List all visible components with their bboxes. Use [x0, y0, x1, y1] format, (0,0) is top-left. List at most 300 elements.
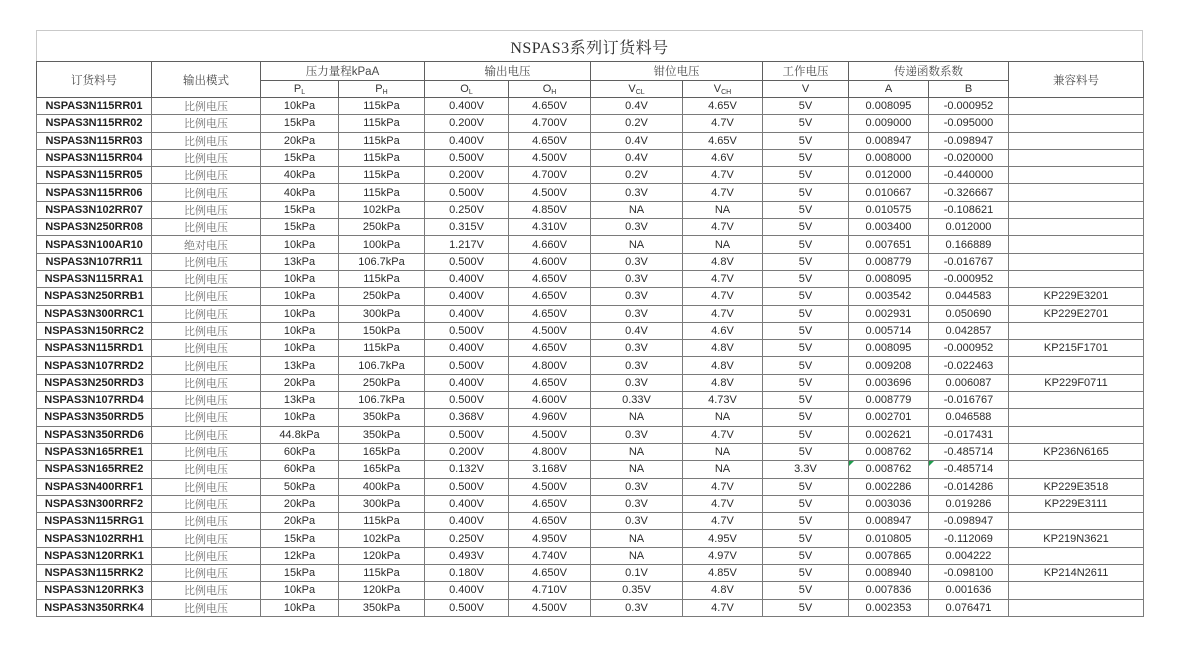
col-header-oh	[509, 81, 591, 98]
cell-pl: 12kPa	[261, 547, 339, 564]
cell-coeff-b: -0.022463	[929, 357, 1009, 374]
cell-ph: 115kPa	[339, 149, 425, 166]
cell-part-number: NSPAS3N150RRC2	[37, 322, 152, 339]
cell-output-mode: 比例电压	[152, 478, 261, 495]
cell-vcl: 0.3V	[591, 288, 683, 305]
cell-ph: 250kPa	[339, 288, 425, 305]
cell-vch: 4.7V	[683, 115, 763, 132]
cell-vch: NA	[683, 461, 763, 478]
cell-coeff-a: 0.002286	[849, 478, 929, 495]
cell-coeff-a: 0.010805	[849, 530, 929, 547]
cell-coeff-b: 0.019286	[929, 495, 1009, 512]
cell-output-mode: 比例电压	[152, 513, 261, 530]
cell-coeff-b: 0.006087	[929, 374, 1009, 391]
cell-vch: 4.7V	[683, 305, 763, 322]
cell-v: 5V	[763, 201, 849, 218]
cell-coeff-a: 0.008095	[849, 98, 929, 115]
cell-oh: 4.600V	[509, 253, 591, 270]
cell-vcl: 0.3V	[591, 253, 683, 270]
cell-coeff-b: 0.001636	[929, 582, 1009, 599]
cell-oh: 4.500V	[509, 149, 591, 166]
cell-coeff-b: 0.004222	[929, 547, 1009, 564]
cell-oh: 4.650V	[509, 270, 591, 287]
cell-coeff-a: 0.008947	[849, 513, 929, 530]
cell-output-mode: 比例电压	[152, 357, 261, 374]
cell-vch: 4.65V	[683, 98, 763, 115]
table-row	[37, 270, 1144, 287]
cell-ol: 0.400V	[425, 98, 509, 115]
cell-pl: 10kPa	[261, 409, 339, 426]
cell-coeff-a: 0.008762	[849, 461, 929, 478]
col-header-vch	[683, 81, 763, 98]
ordering-table-sheet	[36, 30, 1143, 617]
cell-ph: 115kPa	[339, 565, 425, 582]
cell-ph: 350kPa	[339, 426, 425, 443]
cell-ol: 0.400V	[425, 288, 509, 305]
cell-coeff-b: 0.012000	[929, 219, 1009, 236]
cell-coeff-a: 0.009208	[849, 357, 929, 374]
cell-ph: 300kPa	[339, 305, 425, 322]
cell-part-number: NSPAS3N115RR02	[37, 115, 152, 132]
cell-pl: 50kPa	[261, 478, 339, 495]
cell-vch: NA	[683, 443, 763, 460]
cell-part-number: NSPAS3N165RRE1	[37, 443, 152, 460]
cell-coeff-a: 0.002353	[849, 599, 929, 616]
cell-part-number: NSPAS3N250RRB1	[37, 288, 152, 305]
cell-part-number: NSPAS3N115RRK2	[37, 565, 152, 582]
cell-part-number: NSPAS3N100AR10	[37, 236, 152, 253]
cell-part-number: NSPAS3N120RRK1	[37, 547, 152, 564]
cell-oh: 3.168V	[509, 461, 591, 478]
cell-pl: 13kPa	[261, 253, 339, 270]
cell-compatible-part	[1009, 253, 1144, 270]
cell-v: 5V	[763, 236, 849, 253]
cell-ol: 0.500V	[425, 184, 509, 201]
cell-coeff-b: 0.166889	[929, 236, 1009, 253]
cell-output-mode: 比例电压	[152, 115, 261, 132]
cell-part-number: NSPAS3N250RR08	[37, 219, 152, 236]
table-row	[37, 98, 1144, 115]
cell-output-mode: 比例电压	[152, 305, 261, 322]
ph-subscript: H	[382, 89, 388, 96]
cell-part-number: NSPAS3N300RRC1	[37, 305, 152, 322]
cell-coeff-b: -0.485714	[929, 461, 1009, 478]
cell-vcl: 0.2V	[591, 167, 683, 184]
table-row	[37, 253, 1144, 270]
cell-pl: 10kPa	[261, 288, 339, 305]
cell-vch: 4.7V	[683, 426, 763, 443]
header-group-row	[37, 62, 1144, 81]
table-row	[37, 530, 1144, 547]
cell-coeff-b: -0.000952	[929, 98, 1009, 115]
cell-vch: 4.95V	[683, 530, 763, 547]
cell-output-mode: 比例电压	[152, 599, 261, 616]
cell-output-mode: 比例电压	[152, 443, 261, 460]
cell-oh: 4.650V	[509, 98, 591, 115]
col-group-transfer-coefficients: 传递函数系数	[849, 62, 1009, 81]
cell-ol: 0.400V	[425, 495, 509, 512]
cell-vcl: NA	[591, 461, 683, 478]
cell-oh: 4.500V	[509, 426, 591, 443]
cell-part-number: NSPAS3N165RRE2	[37, 461, 152, 478]
cell-oh: 4.850V	[509, 201, 591, 218]
cell-vch: 4.8V	[683, 357, 763, 374]
cell-oh: 4.700V	[509, 115, 591, 132]
cell-v: 5V	[763, 478, 849, 495]
cell-output-mode: 比例电压	[152, 582, 261, 599]
cell-ph: 106.7kPa	[339, 253, 425, 270]
cell-pl: 10kPa	[261, 340, 339, 357]
cell-part-number: NSPAS3N300RRF2	[37, 495, 152, 512]
table-row	[37, 305, 1144, 322]
cell-coeff-a: 0.008095	[849, 340, 929, 357]
cell-pl: 15kPa	[261, 149, 339, 166]
oh-base: O	[542, 83, 552, 95]
col-header-output-mode: 输出模式	[152, 62, 261, 98]
cell-output-mode: 比例电压	[152, 322, 261, 339]
cell-coeff-a: 0.012000	[849, 167, 929, 184]
cell-output-mode: 比例电压	[152, 201, 261, 218]
cell-coeff-b: 0.044583	[929, 288, 1009, 305]
cell-v: 5V	[763, 547, 849, 564]
cell-coeff-b: -0.016767	[929, 253, 1009, 270]
cell-part-number: NSPAS3N115RRG1	[37, 513, 152, 530]
cell-output-mode: 比例电压	[152, 167, 261, 184]
cell-v: 5V	[763, 305, 849, 322]
cell-ol: 0.315V	[425, 219, 509, 236]
cell-output-mode: 比例电压	[152, 270, 261, 287]
cell-coeff-b: -0.098100	[929, 565, 1009, 582]
table-row	[37, 357, 1144, 374]
table-row	[37, 409, 1144, 426]
vch-subscript: CH	[721, 89, 732, 96]
cell-ol: 0.400V	[425, 270, 509, 287]
cell-part-number: NSPAS3N107RRD4	[37, 392, 152, 409]
cell-ph: 115kPa	[339, 270, 425, 287]
cell-coeff-b: 0.042857	[929, 322, 1009, 339]
cell-coeff-b: -0.014286	[929, 478, 1009, 495]
cell-ol: 0.500V	[425, 253, 509, 270]
cell-v: 5V	[763, 565, 849, 582]
cell-oh: 4.700V	[509, 167, 591, 184]
cell-compatible-part: KP229E3518	[1009, 478, 1144, 495]
table-row	[37, 184, 1144, 201]
cell-ph: 120kPa	[339, 547, 425, 564]
cell-ol: 0.400V	[425, 374, 509, 391]
cell-v: 5V	[763, 340, 849, 357]
cell-part-number: NSPAS3N115RRA1	[37, 270, 152, 287]
cell-part-number: NSPAS3N115RR01	[37, 98, 152, 115]
col-header-ph	[339, 81, 425, 98]
cell-ph: 150kPa	[339, 322, 425, 339]
cell-compatible-part	[1009, 132, 1144, 149]
cell-compatible-part: KP229E3111	[1009, 495, 1144, 512]
cell-coeff-a: 0.009000	[849, 115, 929, 132]
table-row	[37, 547, 1144, 564]
col-group-clamp-voltage: 钳位电压	[591, 62, 763, 81]
cell-ph: 115kPa	[339, 98, 425, 115]
cell-vcl: 0.3V	[591, 599, 683, 616]
cell-ph: 350kPa	[339, 599, 425, 616]
cell-vcl: 0.4V	[591, 322, 683, 339]
cell-ol: 0.500V	[425, 599, 509, 616]
cell-output-mode: 绝对电压	[152, 236, 261, 253]
cell-ol: 0.200V	[425, 115, 509, 132]
cell-pl: 10kPa	[261, 305, 339, 322]
cell-ph: 115kPa	[339, 184, 425, 201]
excel-error-indicator-icon	[849, 461, 854, 466]
cell-ol: 1.217V	[425, 236, 509, 253]
cell-ph: 165kPa	[339, 461, 425, 478]
cell-compatible-part	[1009, 149, 1144, 166]
cell-coeff-b: -0.095000	[929, 115, 1009, 132]
cell-part-number: NSPAS3N250RRD3	[37, 374, 152, 391]
cell-oh: 4.650V	[509, 513, 591, 530]
cell-oh: 4.650V	[509, 340, 591, 357]
cell-pl: 15kPa	[261, 565, 339, 582]
cell-vcl: 0.2V	[591, 115, 683, 132]
cell-v: 5V	[763, 270, 849, 287]
cell-ol: 0.500V	[425, 357, 509, 374]
cell-v: 5V	[763, 115, 849, 132]
cell-coeff-a: 0.008940	[849, 565, 929, 582]
cell-pl: 13kPa	[261, 357, 339, 374]
cell-ol: 0.500V	[425, 149, 509, 166]
cell-pl: 20kPa	[261, 132, 339, 149]
cell-coeff-a: 0.010575	[849, 201, 929, 218]
vcl-subscript: CL	[635, 89, 645, 96]
cell-ph: 106.7kPa	[339, 357, 425, 374]
cell-coeff-a: 0.003542	[849, 288, 929, 305]
cell-ph: 250kPa	[339, 374, 425, 391]
cell-output-mode: 比例电压	[152, 149, 261, 166]
cell-oh: 4.600V	[509, 392, 591, 409]
ordering-table	[36, 61, 1144, 617]
cell-pl: 40kPa	[261, 167, 339, 184]
table-row	[37, 288, 1144, 305]
table-row	[37, 426, 1144, 443]
cell-output-mode: 比例电压	[152, 184, 261, 201]
cell-coeff-a: 0.003036	[849, 495, 929, 512]
cell-vch: NA	[683, 409, 763, 426]
cell-ol: 0.400V	[425, 513, 509, 530]
cell-vch: 4.7V	[683, 184, 763, 201]
table-row	[37, 340, 1144, 357]
cell-pl: 20kPa	[261, 513, 339, 530]
cell-ph: 115kPa	[339, 167, 425, 184]
cell-part-number: NSPAS3N350RRD6	[37, 426, 152, 443]
cell-oh: 4.650V	[509, 374, 591, 391]
cell-oh: 4.650V	[509, 288, 591, 305]
table-row	[37, 513, 1144, 530]
cell-compatible-part	[1009, 547, 1144, 564]
col-header-coeff-b: B	[929, 81, 1009, 98]
cell-pl: 10kPa	[261, 98, 339, 115]
cell-output-mode: 比例电压	[152, 409, 261, 426]
cell-ol: 0.368V	[425, 409, 509, 426]
cell-v: 5V	[763, 98, 849, 115]
cell-vcl: NA	[591, 409, 683, 426]
table-row	[37, 236, 1144, 253]
cell-ol: 0.500V	[425, 426, 509, 443]
cell-v: 5V	[763, 322, 849, 339]
cell-compatible-part	[1009, 409, 1144, 426]
cell-compatible-part: KP219N3621	[1009, 530, 1144, 547]
cell-output-mode: 比例电压	[152, 565, 261, 582]
cell-coeff-b: 0.046588	[929, 409, 1009, 426]
cell-part-number: NSPAS3N115RR06	[37, 184, 152, 201]
cell-compatible-part	[1009, 426, 1144, 443]
cell-output-mode: 比例电压	[152, 98, 261, 115]
cell-vch: 4.97V	[683, 547, 763, 564]
cell-oh: 4.710V	[509, 582, 591, 599]
cell-compatible-part: KP229F0711	[1009, 374, 1144, 391]
cell-compatible-part	[1009, 357, 1144, 374]
cell-v: 5V	[763, 443, 849, 460]
cell-vch: 4.7V	[683, 167, 763, 184]
cell-output-mode: 比例电压	[152, 253, 261, 270]
cell-coeff-b: -0.108621	[929, 201, 1009, 218]
table-row	[37, 599, 1144, 616]
pl-base: P	[293, 83, 302, 95]
cell-output-mode: 比例电压	[152, 288, 261, 305]
cell-v: 5V	[763, 530, 849, 547]
cell-oh: 4.660V	[509, 236, 591, 253]
cell-ol: 0.180V	[425, 565, 509, 582]
cell-vch: NA	[683, 201, 763, 218]
cell-coeff-b: -0.000952	[929, 340, 1009, 357]
cell-vcl: 0.3V	[591, 340, 683, 357]
cell-vcl: 0.3V	[591, 270, 683, 287]
table-row	[37, 478, 1144, 495]
cell-vcl: 0.4V	[591, 132, 683, 149]
cell-coeff-b: -0.098947	[929, 132, 1009, 149]
cell-output-mode: 比例电压	[152, 374, 261, 391]
cell-v: 5V	[763, 426, 849, 443]
cell-compatible-part	[1009, 98, 1144, 115]
table-body	[37, 98, 1144, 617]
cell-part-number: NSPAS3N120RRK3	[37, 582, 152, 599]
cell-v: 5V	[763, 167, 849, 184]
cell-coeff-b: -0.000952	[929, 270, 1009, 287]
cell-compatible-part: KP236N6165	[1009, 443, 1144, 460]
table-title-box	[36, 30, 1143, 61]
cell-coeff-a: 0.002701	[849, 409, 929, 426]
cell-vcl: 0.3V	[591, 513, 683, 530]
cell-coeff-b: -0.112069	[929, 530, 1009, 547]
cell-vch: 4.7V	[683, 599, 763, 616]
cell-compatible-part	[1009, 201, 1144, 218]
cell-pl: 44.8kPa	[261, 426, 339, 443]
cell-part-number: NSPAS3N115RRD1	[37, 340, 152, 357]
cell-v: 5V	[763, 149, 849, 166]
cell-output-mode: 比例电压	[152, 530, 261, 547]
cell-oh: 4.500V	[509, 322, 591, 339]
cell-compatible-part	[1009, 582, 1144, 599]
cell-vch: 4.7V	[683, 513, 763, 530]
cell-vch: 4.65V	[683, 132, 763, 149]
page-title: NSPAS3系列订货料号	[510, 39, 669, 57]
cell-oh: 4.800V	[509, 357, 591, 374]
cell-coeff-a: 0.010667	[849, 184, 929, 201]
cell-ph: 300kPa	[339, 495, 425, 512]
cell-pl: 15kPa	[261, 530, 339, 547]
cell-v: 5V	[763, 513, 849, 530]
cell-compatible-part	[1009, 322, 1144, 339]
cell-vcl: 0.33V	[591, 392, 683, 409]
cell-ph: 350kPa	[339, 409, 425, 426]
cell-pl: 20kPa	[261, 495, 339, 512]
cell-ph: 165kPa	[339, 443, 425, 460]
cell-vcl: 0.4V	[591, 149, 683, 166]
cell-pl: 10kPa	[261, 270, 339, 287]
cell-vcl: 0.3V	[591, 478, 683, 495]
cell-coeff-b: -0.017431	[929, 426, 1009, 443]
cell-vch: 4.85V	[683, 565, 763, 582]
cell-vcl: 0.1V	[591, 565, 683, 582]
cell-coeff-a: 0.008095	[849, 270, 929, 287]
cell-pl: 60kPa	[261, 461, 339, 478]
cell-coeff-b: -0.098947	[929, 513, 1009, 530]
table-row	[37, 582, 1144, 599]
col-header-pl	[261, 81, 339, 98]
cell-coeff-b: -0.020000	[929, 149, 1009, 166]
cell-coeff-b: -0.016767	[929, 392, 1009, 409]
cell-part-number: NSPAS3N400RRF1	[37, 478, 152, 495]
table-row	[37, 565, 1144, 582]
cell-coeff-a: 0.002931	[849, 305, 929, 322]
cell-ol: 0.250V	[425, 201, 509, 218]
cell-ol: 0.250V	[425, 530, 509, 547]
cell-output-mode: 比例电压	[152, 426, 261, 443]
cell-vch: 4.7V	[683, 495, 763, 512]
table-row	[37, 461, 1144, 478]
cell-compatible-part	[1009, 219, 1144, 236]
cell-oh: 4.500V	[509, 599, 591, 616]
cell-ol: 0.132V	[425, 461, 509, 478]
cell-part-number: NSPAS3N107RR11	[37, 253, 152, 270]
cell-vcl: 0.3V	[591, 426, 683, 443]
cell-oh: 4.650V	[509, 132, 591, 149]
cell-ol: 0.200V	[425, 443, 509, 460]
cell-coeff-a: 0.007651	[849, 236, 929, 253]
cell-oh: 4.960V	[509, 409, 591, 426]
cell-ol: 0.500V	[425, 392, 509, 409]
cell-vch: NA	[683, 236, 763, 253]
table-row	[37, 392, 1144, 409]
cell-vcl: 0.3V	[591, 184, 683, 201]
cell-v: 3.3V	[763, 461, 849, 478]
cell-ph: 102kPa	[339, 201, 425, 218]
cell-part-number: NSPAS3N350RRD5	[37, 409, 152, 426]
cell-output-mode: 比例电压	[152, 340, 261, 357]
cell-part-number: NSPAS3N115RR03	[37, 132, 152, 149]
cell-pl: 13kPa	[261, 392, 339, 409]
cell-v: 5V	[763, 219, 849, 236]
cell-vch: 4.7V	[683, 219, 763, 236]
cell-pl: 10kPa	[261, 322, 339, 339]
cell-v: 5V	[763, 132, 849, 149]
cell-coeff-a: 0.003696	[849, 374, 929, 391]
cell-vch: 4.8V	[683, 253, 763, 270]
cell-part-number: NSPAS3N115RR05	[37, 167, 152, 184]
cell-vcl: NA	[591, 547, 683, 564]
cell-vcl: NA	[591, 201, 683, 218]
cell-ph: 115kPa	[339, 115, 425, 132]
oh-subscript: H	[551, 89, 557, 96]
cell-vch: 4.6V	[683, 322, 763, 339]
cell-compatible-part: KP215F1701	[1009, 340, 1144, 357]
